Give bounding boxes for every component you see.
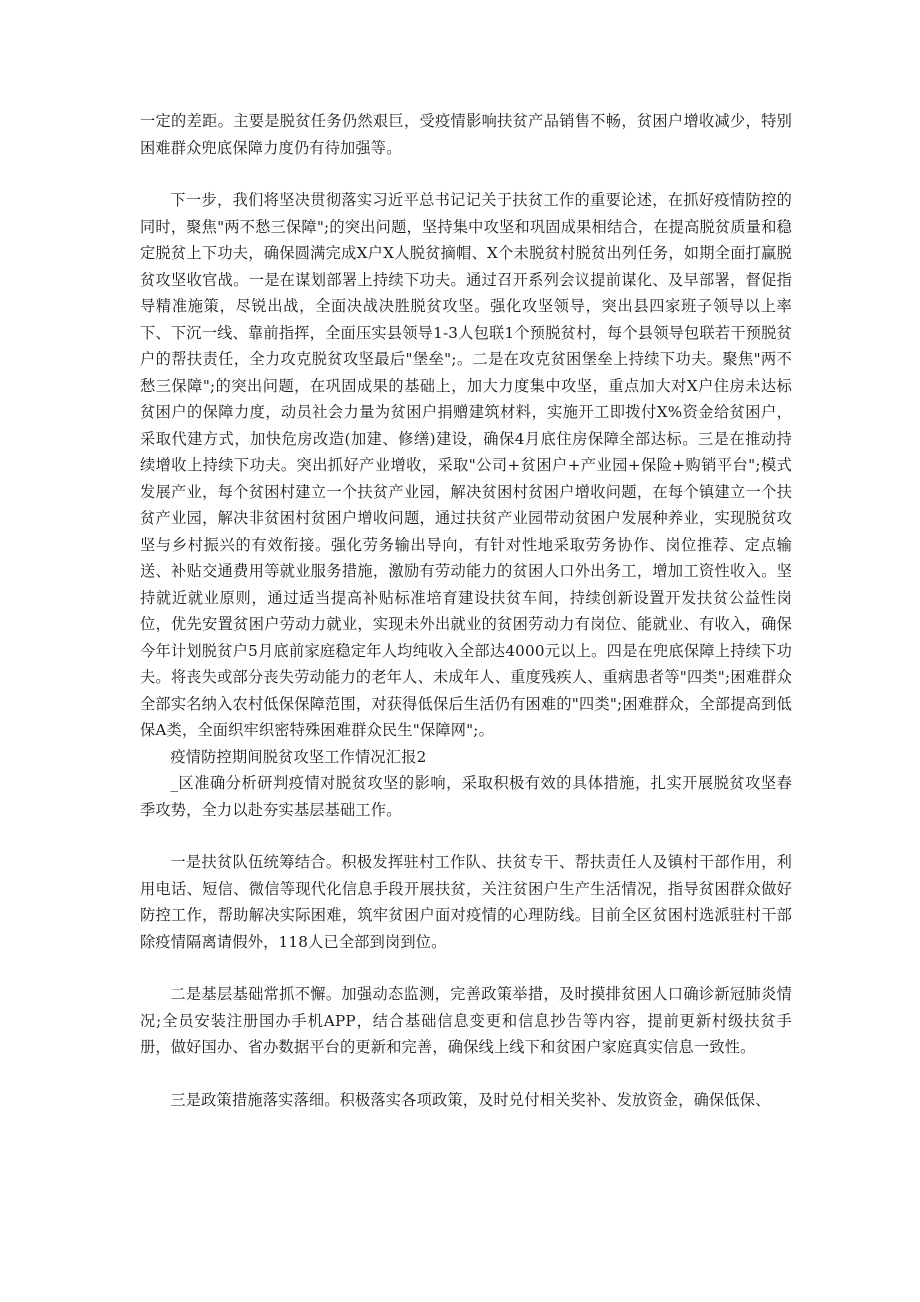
paragraph-grassroots: 二是基层基础常抓不懈。加强动态监测，完善政策举措，及时摸排贫困人口确诊新冠肺炎情况;全员安装注册国办手机APP，结合基础信息变更和信息抄告等内容，提前更新村级扶贫手册，做好国办、省办数据平台的更新和完善，确保线上线下和贫困户家庭真实信息一致性。 — [140, 985, 792, 1056]
paragraph-continuation: 一定的差距。主要是脱贫任务仍然艰巨，受疫情影响扶贫产品销售不畅，贫困户增收减少，特别困难群众兜底保障力度仍有待加强等。 — [140, 112, 792, 157]
paragraph-policy: 三是政策措施落实落细。积极落实各项政策，及时兑付相关奖补、发放资金，确保低保、 — [170, 1090, 771, 1109]
section-heading: 疫情防控期间脱贫攻坚工作情况汇报2 — [170, 747, 427, 766]
paragraph-team: 一是扶贫队伍统筹结合。积极发挥驻村工作队、扶贫专干、帮扶责任人及镇村干部作用，利用电话、短信、微信等现代化信息手段开展扶贫，关注贫困户生产生活情况，指导贫困群众做好防控工作，帮助解决实际困难，筑牢贫困户面对疫情的心理防线。目前全区贫困村选派驻村干部除疫情隔离请假外，118人已全部到岗到位。 — [140, 853, 792, 951]
paragraph-intro: _区准确分析研判疫情对脱贫攻坚的影响，采取积极有效的具体措施，扎实开展脱贫攻坚春季攻势，全力以赴夯实基层基础工作。 — [140, 774, 792, 819]
document-page — [140, 108, 792, 1113]
paragraph-next-steps: 下一步，我们将坚决贯彻落实习近平总书记记关于扶贫工作的重要论述，在抓好疫情防控的同时，聚焦"两不愁三保障";的突出问题，坚持集中攻坚和巩固成果相结合，在提高脱贫质量和稳定脱贫上下功夫，确保圆满完成X户X人脱贫摘帽、X个未脱贫村脱贫出列任务，如期全面打赢脱贫攻坚收官战。一是在谋划部署上持续下功夫。通过召开系列会议提前谋化、及早部署，督促指导精准施策，尽锐出战，全面决战决胜脱贫攻坚。强化攻坚领导，突出县四家班子领导以上率下、下沉一线、靠前指挥，全面压实县领导1-3人包联1个预脱贫村，每个县领导包联若干预脱贫户的帮扶责任，全力攻克脱贫攻坚最后"堡垒";。二是在攻克贫困堡垒上持续下功夫。聚焦"两不愁三保障";的突出问题，在巩固成果的基础上，加大力度集中攻坚，重点加大对X户住房未达标贫困户的保障力度，动员社会力量为贫困户捐赠建筑材料，实施开工即拨付X%资金给贫困户，采取代建方式，加快危房改造(加建、修缮)建设，确保4月底住房保障全部达标。三是在推动持续增收上持续下功夫。突出抓好产业增收，采取"公司+贫困户+产业园+保险+购销平台";模式发展产业，每个贫困村建立一个扶贫产业园，解决贫困村贫困户增收问题，在每个镇建立一个扶贫产业园，解决非贫困村贫困户增收问题，通过扶贫产业园带动贫困户发展种养业，实现脱贫攻坚与乡村振兴的有效衔接。强化劳务输出导向，有针对性地采取劳务协作、岗位推荐、定点输送、补贴交通费用等就业服务措施，激励有劳动能力的贫困人口外出务工，增加工资性收入。坚持就近就业原则，通过适当提高补贴标准培育建设扶贫车间，持续创新设置开发扶贫公益性岗位，优先安置贫困户劳动力就业，实现未外出就业的贫困劳动力有岗位、能就业、有收入，确保今年计划脱贫户5月底前家庭稳定年人均纯收入全部达4000元以上。四是在兜底保障上持续下功夫。将丧失或部分丧失劳动能力的老年人、未成年人、重度残疾人、重病患者等"四类";困难群众全部实名纳入农村低保保障范围，对获得低保后生活仍有困难的"四类";困难群众，全部提高到低保A类，全面织牢织密特殊困难群众民生"保障网";。 — [140, 191, 792, 739]
